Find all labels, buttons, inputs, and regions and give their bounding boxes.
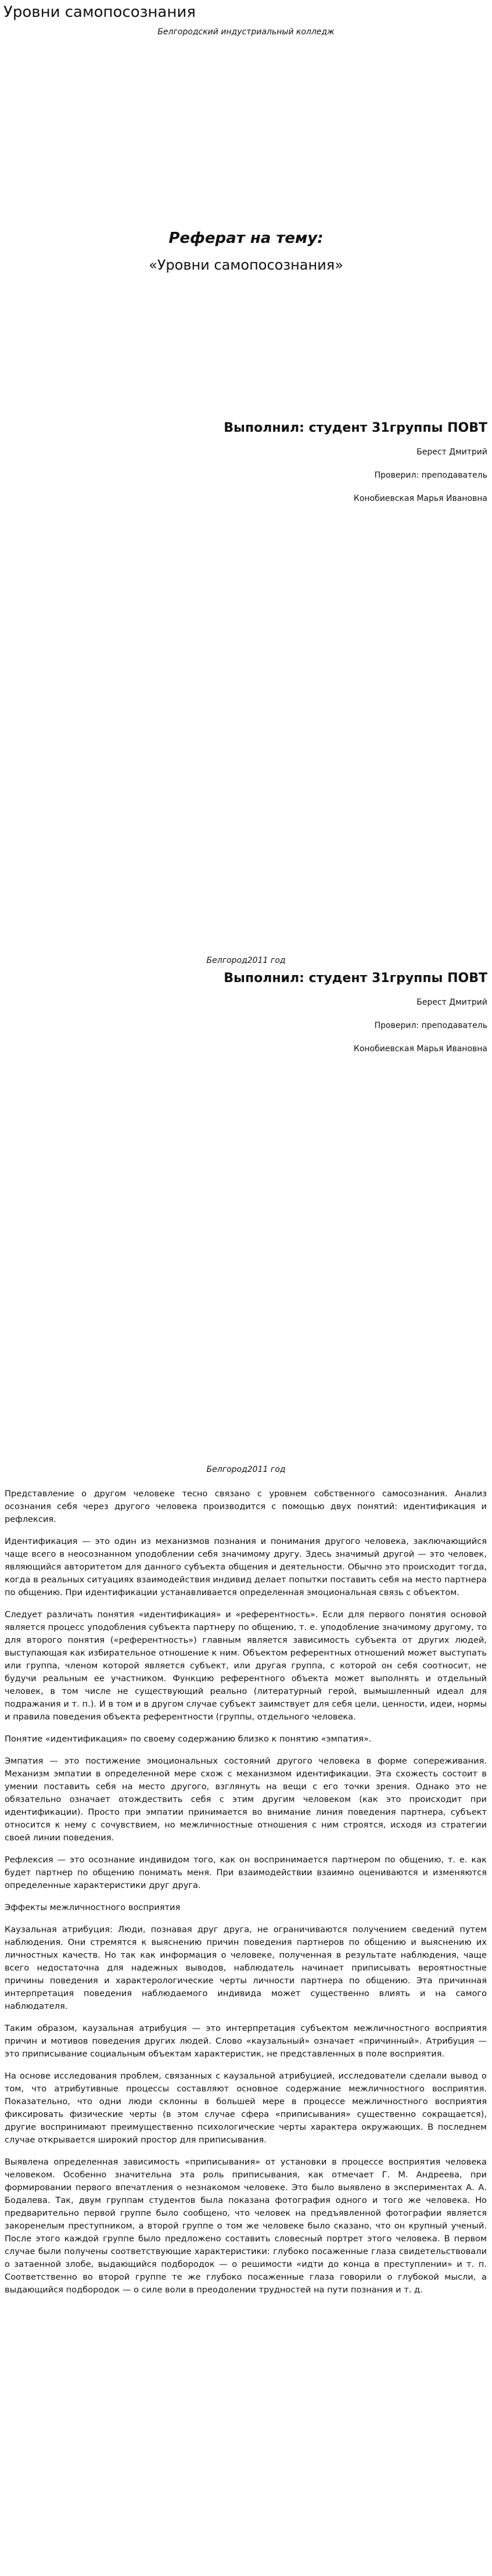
author-name-repeat: Берест Дмитрий xyxy=(416,998,487,1007)
section-heading: Эффекты межличностного восприятия xyxy=(5,1903,181,1912)
essay-body xyxy=(5,1488,487,2306)
paragraph: Выявлена определенная зависимость «приписывания» от установки в процессе восприятия человека человеком. Особенно значительна эта роль приписывания, как отмечает Г. М. Андреева, при формировании первого впечатления о незнакомом человеке. Это было выявлено в экспериментах А. А. Бодалева. Так, двум группам студентов была показана фотография одного и того же человека. Но предварительно первой группе было сообщено, что человек на предъявленной фотографии является закоренелым преступником, а второй группе о том же человеке было сказано, что он крупный ученый. После этого каждой группе было предложено составить словесный портрет этого человека. В первом случае были получены соответствующие характеристики: глубоко посаженные глаза свидетельствовали о затаенной злобе, выдающийся подбородок — о решимости «идти до конца в преступлении» и т. п. Соответственно во второй группе те же глубоко посаженные глаза говорили о глубокой мысли, а выдающийся подбородок — о силе воли в преодолении трудностей на пути познания и т. д. xyxy=(5,2157,487,2295)
paragraph: Идентификация — это один из механизмов познания и понимания другого человека, заключающийся чаще всего в неосознанном уподоблении себя значимому другу. Здесь значимый другой — это человек, являющийся авторитетом для данного субъекта общения и деятельности. Обычно это происходит тогда, когда в реальных ситуациях взаимодействия индивид делает попытки поставить себя на место партнера по общению. При идентификации устанавливается определенная эмоциональная связь с объектом. xyxy=(5,1536,487,1597)
essay-topic: «Уровни самопосознания» xyxy=(149,257,343,273)
teacher-name: Конобиевская Марья Ивановна xyxy=(353,494,487,503)
checked-by: Проверил: преподаватель xyxy=(374,471,487,480)
paragraph: Эмпатия — это постижение эмоциональных состояний другого человека в форме сопереживания. Механизм эмпатии в определенной мере схож с механизмом идентификации. Эта схожесть состоит в умении поставить себя на место другого, взглянуть на вещи с его точки зрения. Однако это не обязательно означает отождествить себя с этим другим человеком (как это происходит при идентификации). Просто при эмпатии принимается во внимание линия поведения партнера, субъект относится к нему с сочувствием, но межличностные отношения с ним строятся, исходя из стратегии своей линии поведения. xyxy=(5,1756,487,1843)
paragraph: Таким образом, каузальная атрибуция — это интерпретация субъектом межличностного восприятия причин и мотивов поведения других людей. Слово «каузальный» означает «причинный». Атрибуция — это приписывание социальным объектам характеристик, не представленных в поле восприятия. xyxy=(5,2023,487,2059)
college-name: Белгородский индустриальный колледж xyxy=(157,27,335,37)
page-title: Уровни самопосознания xyxy=(3,3,196,21)
teacher-name-repeat: Конобиевская Марья Ивановна xyxy=(353,1044,487,1054)
paragraph: Каузальная атрибуция: Люди, познавая друг друга, не ограничиваются получением сведений путем наблюдения. Они стремятся к выяснению причин поведения партнеров по общению и выяснению их личностных качеств. Но так как информация о человеке, полученная в результате наблюдения, чаще всего недостаточна для надежных выводов, наблюдатель начинает приписывать вероятностные причины поведения и характерологические черты личности партнера по общению. Эта причинная интерпретация поведения наблюдаемого индивида может существенно влиять и на самого наблюдателя. xyxy=(5,1925,487,2011)
author-name: Берест Дмитрий xyxy=(416,447,487,457)
author-line-repeat: Выполнил: студент 31группы ПОВТ xyxy=(224,971,487,986)
paragraph: Рефлексия — это осознание индивидом того, как он воспринимается партнером по общению, т. е. как будет партнер по общению понимать меня. При взаимодействии взаимно оцениваются и изменяются определенные характеристики друг друга. xyxy=(5,1855,487,1890)
paragraph: Понятие «идентификация» по своему содержанию близко к понятию «эмпатия». xyxy=(5,1734,372,1744)
checked-by-repeat: Проверил: преподаватель xyxy=(374,1021,487,1030)
paragraph: Представление о другом человеке тесно связано с уровнем собственного самосознания. Анализ осознания себя через другого человека производится с помощью двух понятий: идентификация и рефлексия. xyxy=(5,1489,487,1524)
author-line: Выполнил: студент 31группы ПОВТ xyxy=(224,421,487,435)
city-year: Белгород2011 год xyxy=(206,956,286,965)
paragraph: На основе исследования проблем, связанных с каузальной атрибуцией, исследователи сделали вывод о том, что атрибутивные процессы составляют основное содержание межличностного восприятия. Показательно, что одни люди склонны в большей мере в процессе межличностного восприятия фиксировать физические черты (в этом случае сфера «приписывания» существенно сокращается), другие воспринимают преимущественно психологические черты характера окружающих. В последнем случае открывается широкий простор для приписывания. xyxy=(5,2071,487,2145)
city-year-repeat: Белгород2011 год xyxy=(206,1465,286,1474)
paragraph: Следует различать понятия «идентификация» и «референтность». Если для первого понятия основой является процесс уподобления субъекта партнеру по общению, т. е. уподобление значимому другому, то для второго понятия («референтность») главным является зависимость субъекта от других людей, выступающая как избирательное отношение к ним. Объектом референтных отношений может выступать или группа, членом которой является субъект, или другая группа, с которой он себя соотносит, не будучи реальным ее участником. Функцию референтного объекта может выполнять и отдельный человек, в том числе не существующий реально (литературный герой, вымышленный идеал для подражания и т. п.). И в том и в другом случае субъект заимствует для себя цели, ценности, идеи, нормы и правила поведения объекта референтности (группы, отдельного человека. xyxy=(5,1610,487,1722)
essay-heading: Реферат на тему: xyxy=(168,230,324,247)
